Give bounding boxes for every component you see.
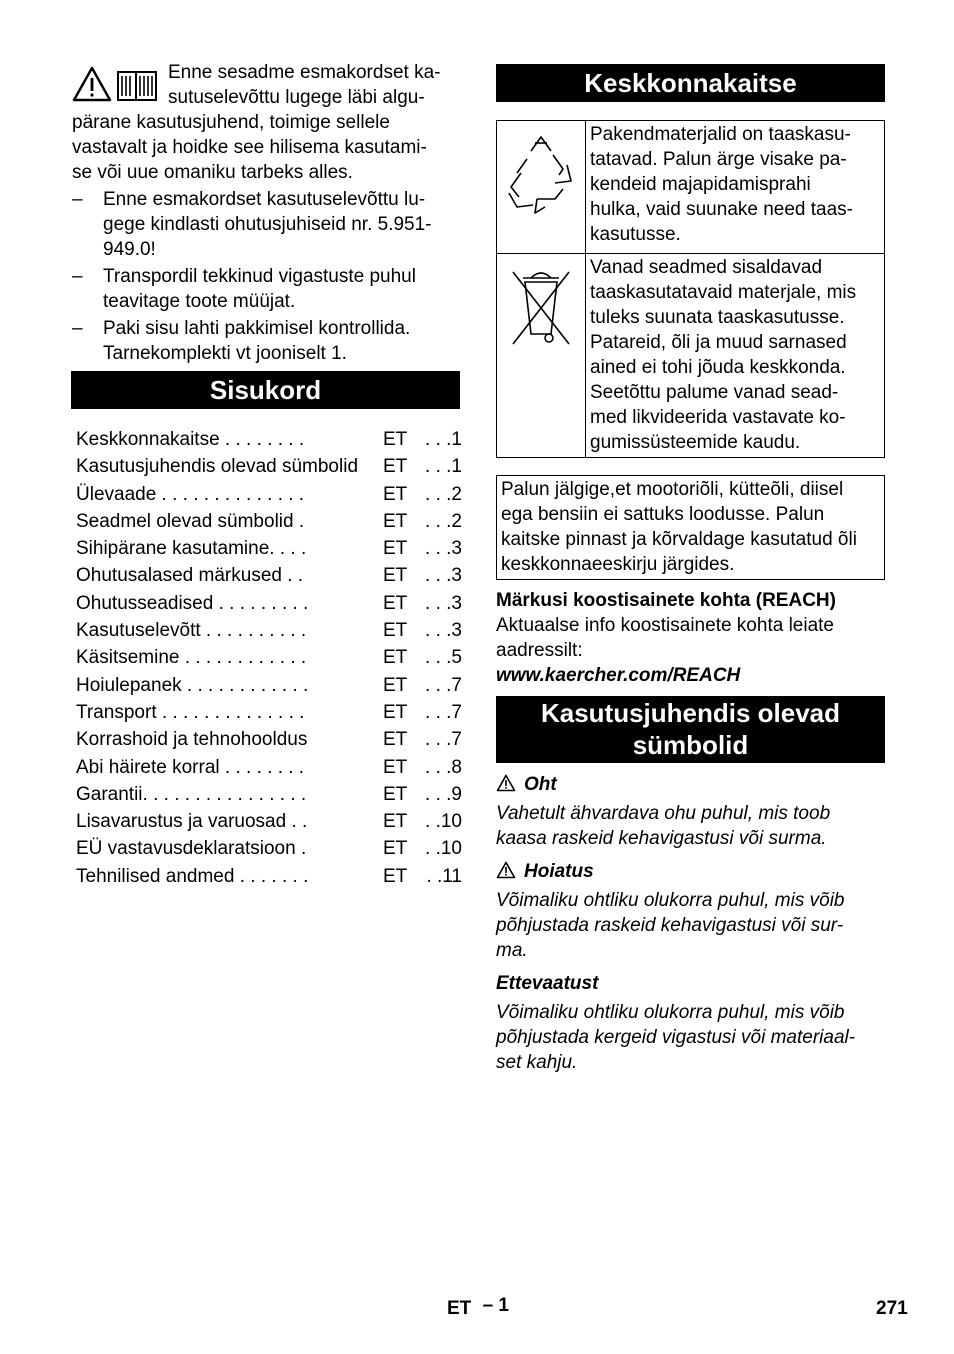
symbol-label: Ettevaatust xyxy=(496,973,599,994)
symbol-text-line: set kahju. xyxy=(496,1052,578,1073)
oil-notice-line: ega bensiin ei sattuks loodusse. Palun xyxy=(501,504,825,525)
symbol-heading xyxy=(496,971,885,996)
left-column xyxy=(72,60,462,366)
toc-lang: ET xyxy=(383,701,408,723)
toc-lang: ET xyxy=(383,510,408,532)
toc-page: . . .9 xyxy=(425,783,462,805)
symbol-text-line: Võimaliku ohtliku olukorra puhul, mis võib xyxy=(496,1002,845,1023)
list-item-line: Enne esmakordset kasutuselevõttu lu- xyxy=(103,189,426,210)
oil-notice-line: keskkonnaeeskirju järgides. xyxy=(501,554,735,575)
oil-notice-box xyxy=(496,475,885,580)
toc-row[interactable] xyxy=(76,563,466,590)
intro-line: vastavalt ja hoidke see hilisema kasutami- xyxy=(72,137,427,158)
toc-title: Ülevaade . . . . . . . . . . . . . . xyxy=(76,483,305,505)
symbol-text-line: põhjustada kergeid vigastusi või materiaal- xyxy=(496,1027,856,1048)
bullet-list xyxy=(72,187,462,366)
toc-title: Ohutusalased märkused . . xyxy=(76,565,304,587)
symbol-item-danger xyxy=(496,772,885,851)
reach-heading: Märkusi koostisainete kohta (REACH) xyxy=(496,590,836,611)
toc-lang: ET xyxy=(383,756,408,778)
page-number: 271 xyxy=(876,1298,908,1319)
toc-lang: ET xyxy=(383,538,408,560)
toc-title: Tehnilised andmed . . . . . . . xyxy=(76,865,309,887)
toc-lang: ET xyxy=(383,592,408,614)
toc-lang: ET xyxy=(383,565,408,587)
footer-local-page-number: 1 xyxy=(498,1295,509,1316)
symbols-heading xyxy=(496,696,885,763)
toc-lang: ET xyxy=(383,729,408,751)
toc-title: Kasutusjuhendis olevad sümbolid xyxy=(76,456,359,478)
symbol-item-warning xyxy=(496,859,885,963)
bullet-dash: – xyxy=(72,189,83,210)
toc-page: . .10 xyxy=(425,838,462,860)
toc-lang: ET xyxy=(383,865,408,887)
environment-text-line: hulka, vaid suunake need taas- xyxy=(590,199,854,220)
symbols-heading-line: sümbolid xyxy=(632,730,749,760)
toc-page: . . .8 xyxy=(425,756,462,778)
list-item-line: gege kindlasti ohutusjuhiseid nr. 5.951- xyxy=(103,214,432,235)
toc-row[interactable] xyxy=(76,427,466,454)
crossed-out-wheelie-bin-icon xyxy=(497,254,585,354)
toc-row[interactable] xyxy=(76,673,466,700)
warning-triangle-icon xyxy=(496,774,516,792)
intro-line: Enne sesadme esmakordset ka- xyxy=(168,62,441,83)
table-row xyxy=(497,121,885,254)
environment-text-cell xyxy=(586,254,885,458)
list-item xyxy=(72,264,462,314)
toc-page: . . .2 xyxy=(425,510,462,532)
oil-notice-line: Palun jälgige,et mootoriõli, kütteõli, diisel xyxy=(501,479,844,500)
toc-lang: ET xyxy=(383,647,408,669)
list-item-line: 949.0! xyxy=(103,239,156,260)
reach-link[interactable]: www.kaercher.com/REACH xyxy=(496,665,741,686)
toc-title: Käsitsemine . . . . . . . . . . . . xyxy=(76,647,307,669)
toc-row[interactable] xyxy=(76,536,466,563)
toc-title: Abi häirete korral . . . . . . . . xyxy=(76,756,305,778)
toc-lang: ET xyxy=(383,620,408,642)
toc-title: Seadmel olevad sümbolid . xyxy=(76,510,305,532)
toc-page: . . .7 xyxy=(425,674,462,696)
environment-icon-cell xyxy=(497,121,586,254)
toc-title: Garantii. . . . . . . . . . . . . . . . xyxy=(76,783,307,805)
environment-heading: Keskkonnakaitse xyxy=(496,64,885,102)
toc-row[interactable] xyxy=(76,645,466,672)
list-item-line: Paki sisu lahti pakkimisel kontrollida. xyxy=(103,318,411,339)
bullet-dash: – xyxy=(72,318,83,339)
right-column xyxy=(496,64,885,1075)
toc-title: Hoiulepanek . . . . . . . . . . . . xyxy=(76,674,309,696)
toc-row[interactable] xyxy=(76,482,466,509)
symbol-text-line: Vahetult ähvardava ohu puhul, mis toob xyxy=(496,803,831,824)
toc-row[interactable] xyxy=(76,454,466,481)
environment-text-cell xyxy=(586,121,885,254)
bullet-dash: – xyxy=(72,266,83,287)
symbol-text-line: kaasa raskeid kehavigastusi või surma. xyxy=(496,828,827,849)
list-item-line: Tarnekomplekti vt jooniselt 1. xyxy=(103,343,347,364)
toc-row[interactable] xyxy=(76,864,466,891)
reach-text-line: Aktuaalse info koostisainete kohta leiate xyxy=(496,615,834,636)
footer-local-page xyxy=(447,1296,509,1321)
environment-text-line: tuleks suunata taaskasutusse. xyxy=(590,307,845,328)
footer-sep: – xyxy=(482,1295,494,1316)
toc-title: Keskkonnakaitse . . . . . . . . xyxy=(76,429,305,450)
list-item xyxy=(72,187,462,262)
table-of-contents xyxy=(76,427,466,891)
toc-title: Korrashoid ja tehnohooldus xyxy=(76,729,308,751)
toc-title: Kasutuselevõtt . . . . . . . . . . xyxy=(76,620,307,642)
toc-title: Ohutusseadised . . . . . . . . . xyxy=(76,592,309,614)
warning-triangle-icon xyxy=(74,68,110,100)
symbol-item-caution xyxy=(496,971,885,1075)
toc-page: . . .3 xyxy=(425,592,462,614)
toc-page: . . .2 xyxy=(425,483,462,505)
toc-title: Lisavarustus ja varuosad . . xyxy=(76,811,308,833)
list-item xyxy=(72,316,462,366)
toc-row[interactable] xyxy=(76,700,466,727)
symbol-text-line: põhjustada raskeid kehavigastusi või sur- xyxy=(496,915,844,936)
symbol-text-line: Võimaliku ohtliku olukorra puhul, mis võib xyxy=(496,890,845,911)
toc-row[interactable] xyxy=(76,509,466,536)
toc-lang: ET xyxy=(383,674,408,696)
toc-row[interactable] xyxy=(76,836,466,863)
toc-page: . . .7 xyxy=(425,701,462,723)
toc-page: . . .1 xyxy=(425,429,462,450)
intro-line: se või uue omaniku tarbeks alles. xyxy=(72,162,353,183)
footer-lang: ET xyxy=(447,1298,472,1319)
reach-text-line: aadressilt: xyxy=(496,640,583,661)
environment-text-line: Seetõttu palume vanad sead- xyxy=(590,382,839,403)
symbol-label: Hoiatus xyxy=(524,861,594,882)
toc-heading: Sisukord xyxy=(71,371,460,409)
environment-text-line: tatavad. Palun ärge visake pa- xyxy=(590,149,847,170)
toc-title: EÜ vastavusdeklaratsioon . xyxy=(76,838,307,860)
environment-icon-cell xyxy=(497,254,586,458)
environment-text-line: taaskasutatavaid materjale, mis xyxy=(590,282,857,303)
symbol-heading xyxy=(496,772,885,797)
intro-line: pärane kasutusjuhend, toimige sellele xyxy=(72,112,390,133)
toc-lang: ET xyxy=(383,429,408,450)
environment-text-line: kasutusse. xyxy=(590,224,681,245)
list-item-line: teavitage toote müüjat. xyxy=(103,291,296,312)
toc-row[interactable] xyxy=(76,727,466,754)
toc-lang: ET xyxy=(383,456,408,478)
toc-lang: ET xyxy=(383,483,408,505)
table-row xyxy=(497,254,885,458)
toc-page: . . .3 xyxy=(425,565,462,587)
environment-text-line: Patareid, õli ja muud sarnased xyxy=(590,332,847,353)
recycling-icon xyxy=(497,121,585,246)
toc-page: . .10 xyxy=(425,811,462,833)
intro-line: sutuselevõttu lugege läbi algu- xyxy=(168,87,425,108)
toc-row[interactable] xyxy=(76,618,466,645)
symbol-text-line: ma. xyxy=(496,940,528,961)
toc-row[interactable] xyxy=(76,782,466,809)
warning-manual-icons xyxy=(72,66,164,102)
toc-lang: ET xyxy=(383,783,408,805)
environment-text-line: kendeid majapidamisprahi xyxy=(590,174,811,195)
list-item-line: Transpordil tekkinud vigastuste puhul xyxy=(103,266,416,287)
toc-row[interactable] xyxy=(76,809,466,836)
environment-text-line: Pakendmaterjalid on taaskasu- xyxy=(590,124,851,145)
environment-table xyxy=(496,120,885,458)
environment-text-line: med likvideerida vastavate ko- xyxy=(590,407,846,428)
intro-notice xyxy=(72,60,462,185)
manual-book-icon xyxy=(118,72,156,100)
toc-title: Transport . . . . . . . . . . . . . . xyxy=(76,701,305,723)
toc-page: . .11 xyxy=(426,865,462,887)
environment-text-line: ained ei tohi jõuda keskkonda. xyxy=(590,357,846,378)
toc-page: . . .1 xyxy=(425,456,462,478)
symbol-label: Oht xyxy=(524,774,557,795)
toc-row[interactable] xyxy=(76,755,466,782)
toc-lang: ET xyxy=(383,838,408,860)
environment-text-line: gumissüsteemide kaudu. xyxy=(590,432,801,453)
toc-page: . . .5 xyxy=(425,647,462,669)
toc-lang: ET xyxy=(383,811,408,833)
toc-row[interactable] xyxy=(76,591,466,618)
environment-text-line: Vanad seadmed sisaldavad xyxy=(590,257,823,278)
toc-title: Sihipärane kasutamine. . . . xyxy=(76,538,307,560)
toc-page: . . .3 xyxy=(425,620,462,642)
symbols-heading-line: Kasutusjuhendis olevad xyxy=(540,698,841,728)
toc-page: . . .3 xyxy=(425,538,462,560)
symbol-heading xyxy=(496,859,885,884)
oil-notice-line: kaitske pinnast ja kõrvaldage kasutatud õli xyxy=(501,529,857,550)
toc-page: . . .7 xyxy=(425,729,462,751)
warning-triangle-icon xyxy=(496,861,516,879)
